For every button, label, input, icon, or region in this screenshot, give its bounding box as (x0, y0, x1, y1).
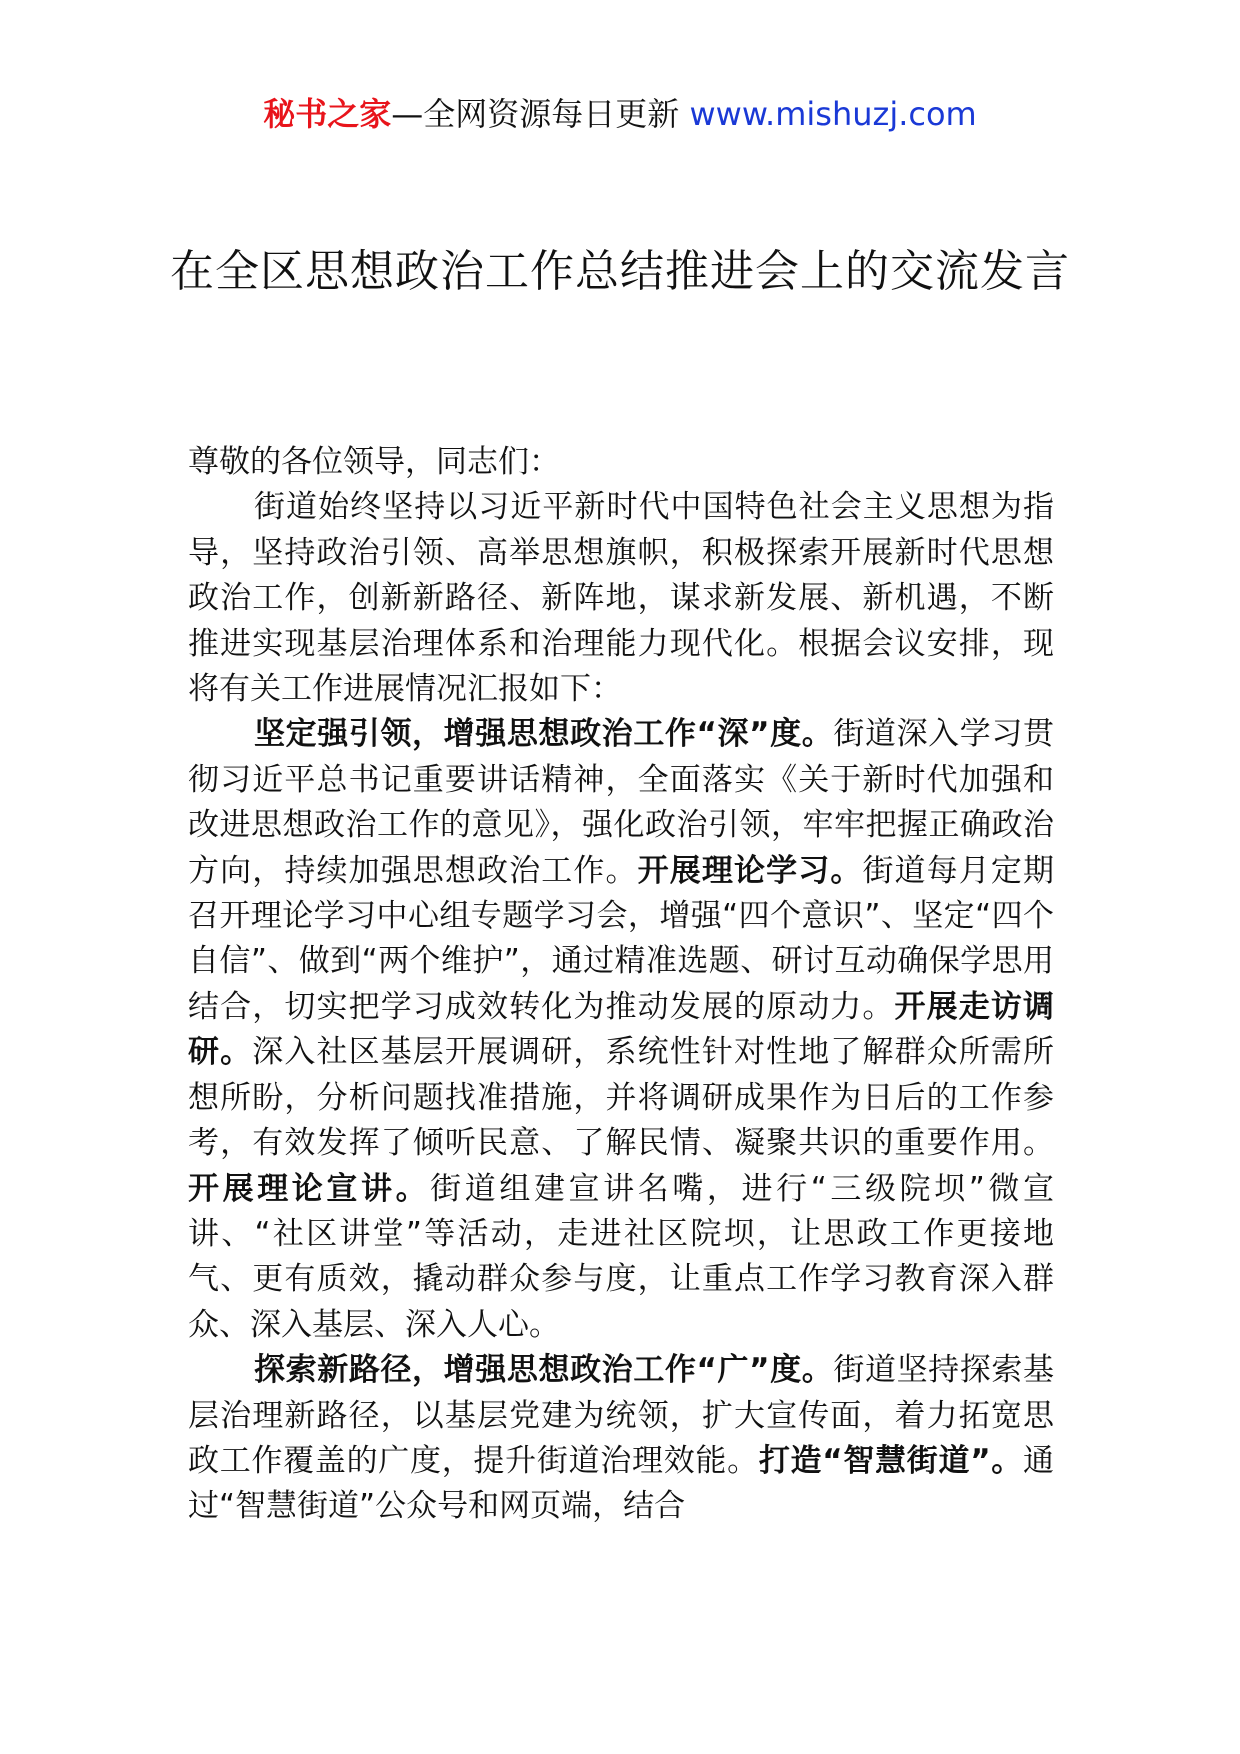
subheading-field-research: 开展走访调研。 (188, 988, 1055, 1071)
section-1-text: 街道深入学习贯彻习近平总书记重要讲话精神，全面落实《关于新时代加强和改进思想政治工作的意见》，强化政治引领，牢牢把握正确政治方向，持续加强思想政治工作。 (188, 716, 1055, 889)
subheading-smart-street: 打造“智慧街道”。 (758, 1442, 1024, 1479)
section-2-heading: 探索新路径，增强思想政治工作“广”度。 (254, 1352, 834, 1389)
smart-street-text: 通过“智慧街道”公众号和网页端，结合 (188, 1442, 1055, 1525)
site-slogan: —全网资源每日更新 (391, 95, 680, 133)
theory-lecture-text: 街道组建宣讲名嘴，进行“三级院坝”微宣讲、“社区讲堂”等活动，走进社区院坝，让思政工作更接地气、更有质效，撬动群众参与度，让重点工作学习教育深入群众、深入基层、深入人心。 (188, 1170, 1055, 1343)
section-2-text: 街道坚持探索基层治理新路径，以基层党建为统领，扩大宣传面，着力拓宽思政工作覆盖的广度，提升街道治理效能。 (188, 1352, 1055, 1479)
document-body (188, 440, 1054, 1530)
document-title: 在全区思想政治工作总结推进会上的交流发言 (170, 246, 1070, 297)
subheading-theory-lecture: 开展理论宣讲。 (188, 1170, 431, 1207)
site-header (0, 92, 1240, 136)
field-research-text: 深入社区基层开展调研，系统性针对性地了解群众所需所想所盼，分析问题找准措施，并将调研成果作为日后的工作参考，有效发挥了倾听民意、了解民情、凝聚共识的重要作用。 (188, 1034, 1055, 1162)
site-url-link[interactable]: www.mishuzj.com (689, 95, 977, 133)
greeting: 尊敬的各位领导，同志们： (188, 444, 560, 480)
site-brand: 秘书之家 (263, 95, 392, 133)
paragraph-section-2 (188, 1348, 1054, 1530)
subheading-theory-study: 开展理论学习。 (637, 852, 863, 889)
section-1-heading: 坚定强引领，增强思想政治工作“深”度。 (254, 716, 834, 753)
paragraph-section-1 (188, 712, 1054, 1348)
theory-study-text: 街道每月定期召开理论学习中心组专题学习会，增强“四个意识”、坚定“四个自信”、做到“两个维护”，通过精准选题、研讨互动确保学思用结合，切实把学习成效转化为推动发展的原动力。 (188, 852, 1055, 1025)
paragraph-intro: 街道始终坚持以习近平新时代中国特色社会主义思想为指导，坚持政治引领、高举思想旗帜，积极探索开展新时代思想政治工作，创新新路径、新阵地，谋求新发展、新机遇，不断推进实现基层治理体系和治理能力现代化。根据会议安排，现将有关工作进展情况汇报如下： (188, 489, 1054, 708)
